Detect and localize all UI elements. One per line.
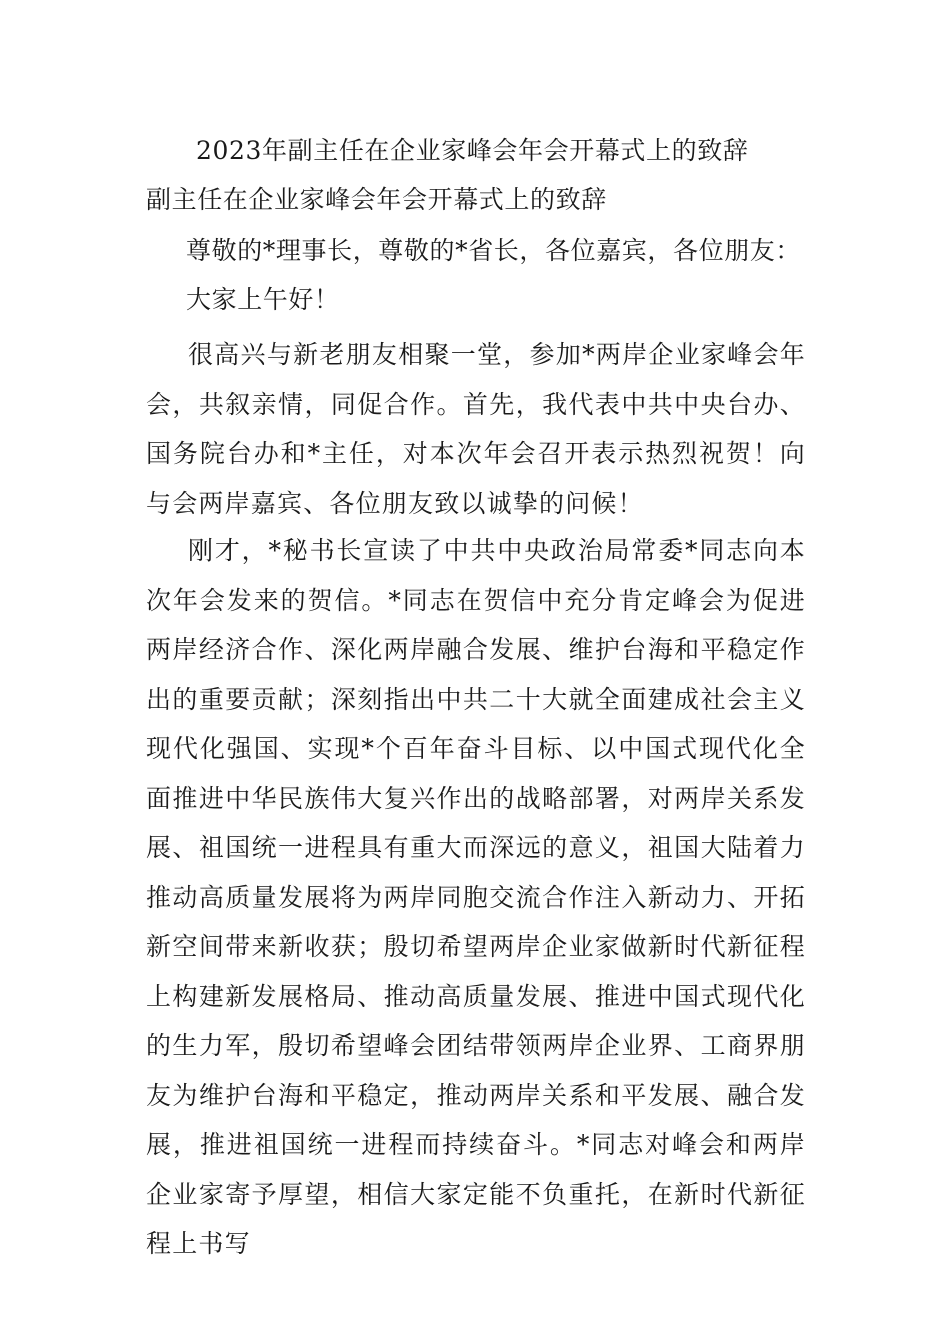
document-subtitle: 副主任在企业家峰会年会开幕式上的致辞 xyxy=(146,185,607,214)
document-title: 2023年副主任在企业家峰会年会开幕式上的致辞 xyxy=(196,136,749,165)
greeting-line: 大家上午好！ xyxy=(186,285,340,314)
salutation-line: 尊敬的*理事长，尊敬的*省长，各位嘉宾，各位朋友： xyxy=(186,236,802,265)
body-paragraph: 刚才，*秘书长宣读了中共中央政治局常委*同志向本次年会发来的贺信。*同志在贺信中充分肯定峰会为促进两岸经济合作、深化两岸融合发展、维护台海和平稳定作出的重要贡献；深刻指出中共二十大就全面建成社会主义现代化强国、实现*个百年奋斗目标、以中国式现代化全面推进中华民族伟大复兴作出的战略部署，对两岸关系发展、祖国统一进程具有重大而深远的意义，祖国大陆着力推动高质量发展将为两岸同胞交流合作注入新动力、开拓新空间带来新收获；殷切希望两岸企业家做新时代新征程上构建新发展格局、推动高质量发展、推进中国式现代化的生力军，殷切希望峰会团结带领两岸企业界、工商界朋友为维护台海和平稳定，推动两岸关系和平发展、融合发展，推进祖国统一进程而持续奋斗。*同志对峰会和两岸企业家寄予厚望，相信大家定能不负重托，在新时代新征程上书写 xyxy=(146,536,806,1258)
body-paragraph: 很高兴与新老朋友相聚一堂，参加*两岸企业家峰会年会，共叙亲情，同促合作。首先，我代表中共中央台办、国务院台办和*主任，对本次年会召开表示热烈祝贺！向与会两岸嘉宾、各位朋友致以诚挚的问候！ xyxy=(146,340,806,518)
